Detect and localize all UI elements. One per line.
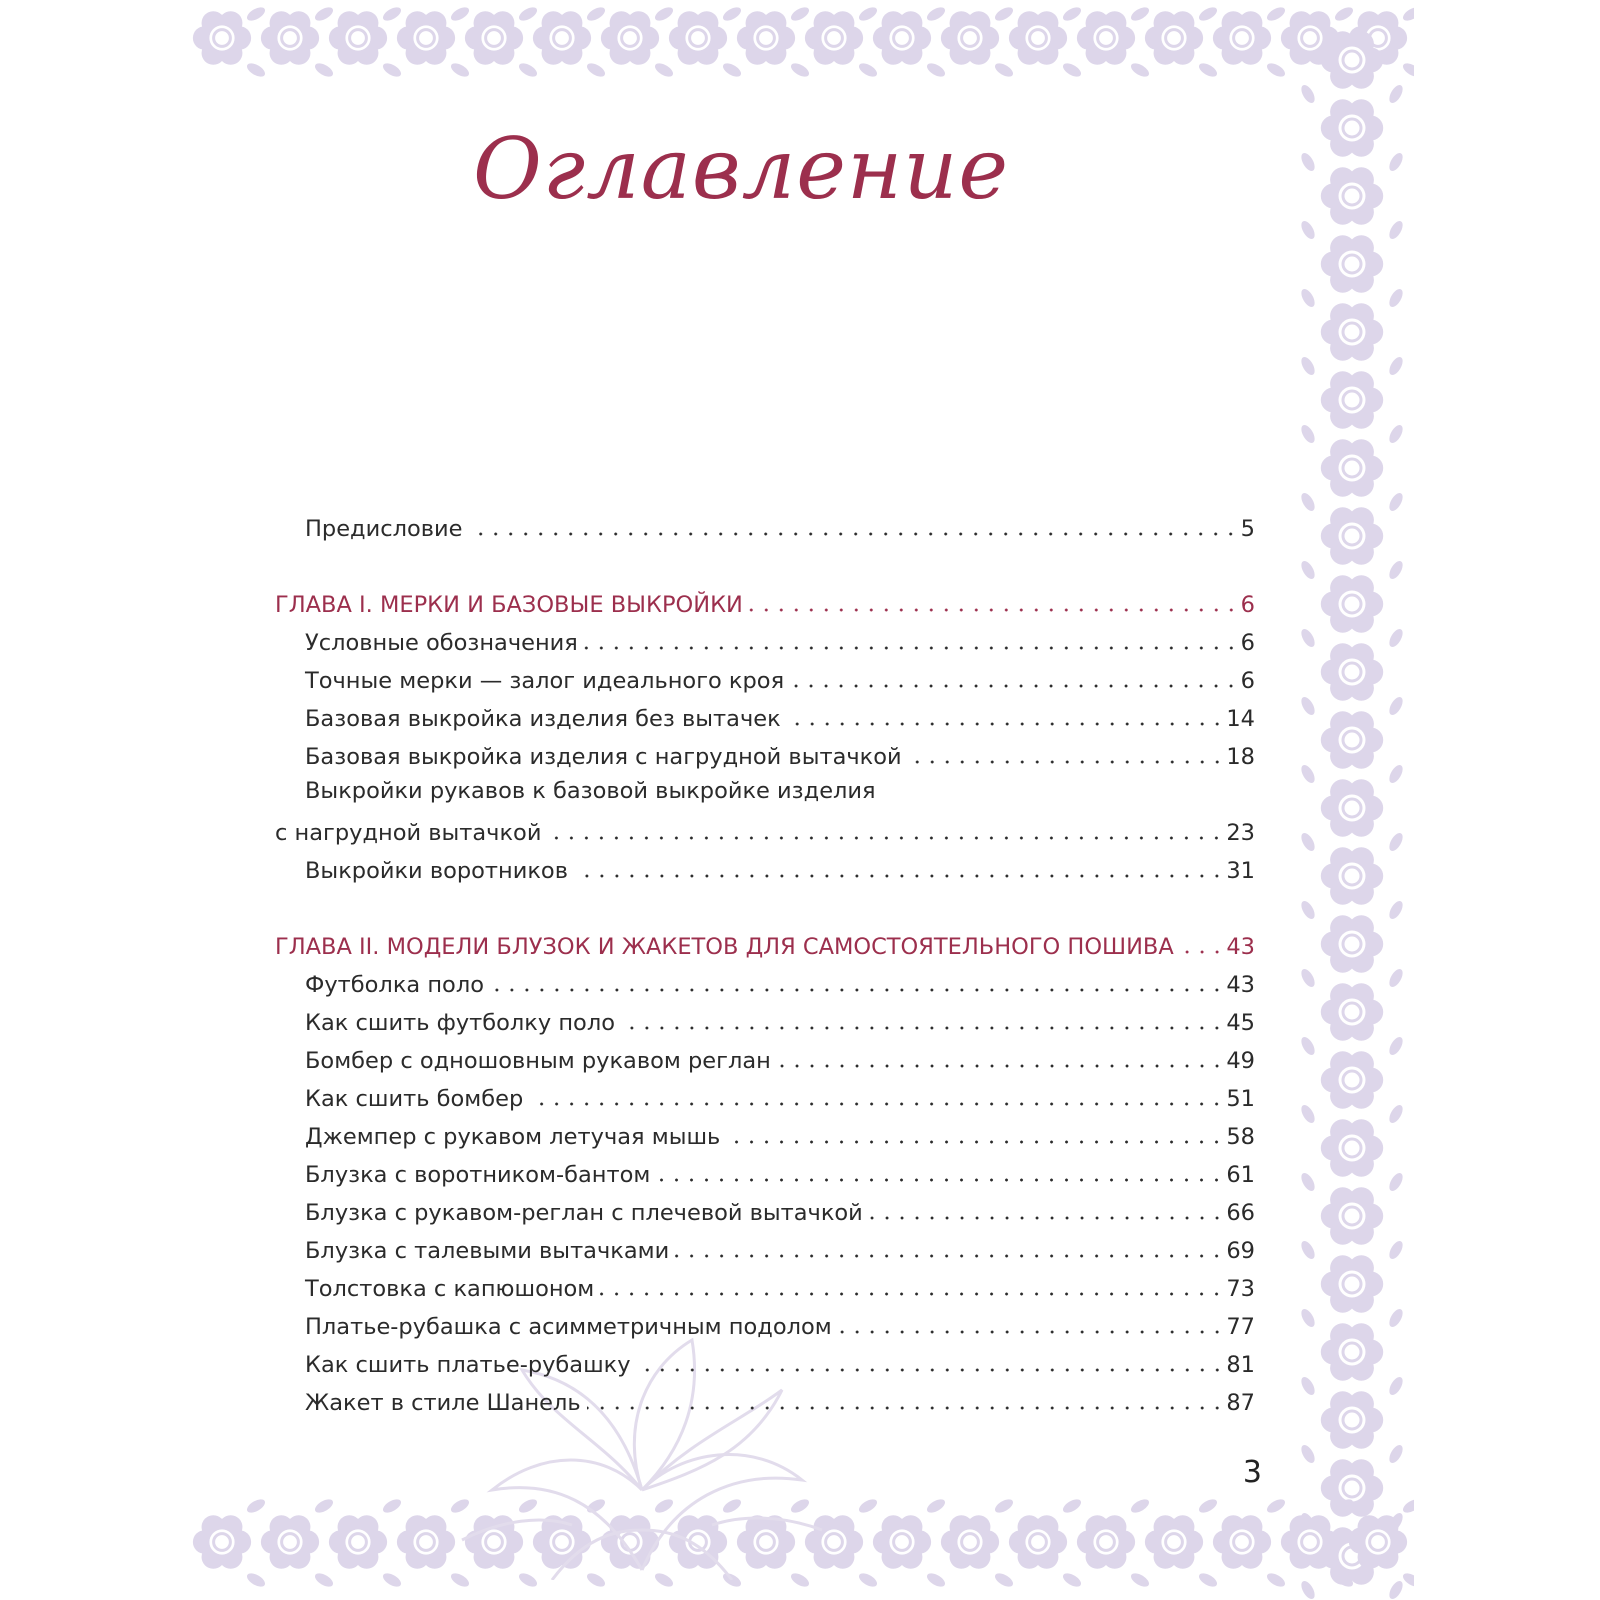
chapter-page: 43: [1226, 934, 1255, 960]
lace-flower-motif: [1145, 1515, 1203, 1569]
toc-entry-page: 18: [1226, 744, 1255, 770]
page-number: 3: [1242, 1455, 1262, 1490]
lace-flower-motif: [1009, 1515, 1067, 1569]
toc-entry: [275, 1080, 1255, 1114]
dot-leader: [787, 704, 1225, 734]
toc-chapter-2: [275, 928, 1255, 962]
lace-border-right: [1290, 0, 1414, 1600]
toc-entry-label: Условные обозначения: [305, 630, 578, 656]
toc-entry: [275, 738, 1255, 772]
lace-flower-motif: [261, 1515, 319, 1569]
chapter-page: 6: [1240, 592, 1255, 618]
toc-entry-page: 61: [1226, 1162, 1255, 1188]
toc-entry-page: 58: [1226, 1124, 1255, 1150]
lace-flower-motif: [1145, 11, 1203, 65]
lace-flower-motif: [1321, 167, 1383, 224]
lace-flower-motif: [1321, 779, 1383, 836]
toc-entry-label: Как сшить бомбер: [305, 1086, 524, 1112]
lace-flower-motif: [261, 11, 319, 65]
toc-entry-page: 6: [1240, 630, 1255, 656]
toc-entry-label: Футболка поло: [305, 972, 484, 998]
lace-flower-motif: [193, 11, 251, 65]
lace-flower-motif: [1321, 1323, 1383, 1380]
toc-entry-label: Блузка с рукавом-реглан с плечевой вытачкой: [305, 1200, 863, 1226]
lace-flower-motif: [1321, 847, 1383, 904]
toc-entry-label: Как сшить платье-рубашку: [305, 1352, 631, 1378]
toc-entry-page: 43: [1226, 972, 1255, 998]
toc-entry-page: 87: [1226, 1390, 1255, 1416]
toc-entry: [275, 624, 1255, 658]
toc-entry: [275, 1270, 1255, 1304]
toc-entry-page: 23: [1226, 820, 1255, 846]
lace-flower-motif: [1213, 11, 1271, 65]
toc-entry-label: Выкройки воротников: [305, 858, 568, 884]
lace-flower-motif: [941, 11, 999, 65]
lace-flower-motif: [397, 11, 455, 65]
lace-flower-motif: [1321, 99, 1383, 156]
dot-leader: [869, 1198, 1225, 1228]
lace-flower-motif: [193, 1515, 251, 1569]
toc-entry-page: 69: [1226, 1238, 1255, 1264]
lace-flower-motif: [1077, 1515, 1135, 1569]
toc-entry-page: 49: [1226, 1048, 1255, 1074]
lace-flower-motif: [1349, 1515, 1407, 1569]
toc-entry-page: 51: [1226, 1086, 1255, 1112]
toc-entry: [275, 662, 1255, 696]
dot-leader: [547, 818, 1224, 848]
lace-flower-motif: [601, 11, 659, 65]
chapter-heading: ГЛАВА II. МОДЕЛИ БЛУЗОК И ЖАКЕТОВ ДЛЯ САМОСТОЯТЕЛЬНОГО ПОШИВА: [275, 934, 1174, 960]
lace-flower-motif: [1213, 1515, 1271, 1569]
lace-flower-motif: [1321, 371, 1383, 428]
dot-leader: [749, 590, 1239, 620]
lace-flower-motif: [1321, 711, 1383, 768]
lace-flower-motif: [941, 1515, 999, 1569]
lace-flower-motif: [1281, 1515, 1339, 1569]
toc-entry-page: 6: [1240, 668, 1255, 694]
toc-entry: [275, 1118, 1255, 1152]
toc-entry-label: Базовая выкройка изделия без вытачек: [305, 706, 781, 732]
toc-entry: [275, 1042, 1255, 1076]
lace-flower-motif: [1321, 983, 1383, 1040]
lace-flower-motif: [533, 11, 591, 65]
lace-flower-motif: [1321, 1051, 1383, 1108]
dot-leader: [908, 742, 1225, 772]
dot-leader: [490, 970, 1224, 1000]
toc-entry: [275, 1346, 1255, 1380]
book-page: [192, 0, 1414, 1600]
lace-flower-motif: [465, 11, 523, 65]
dot-leader: [574, 856, 1224, 886]
toc-entry-page: 5: [1240, 516, 1255, 542]
toc-entry-label: Базовая выкройка изделия с нагрудной вытачкой: [305, 744, 902, 770]
toc-entry-page: 66: [1226, 1200, 1255, 1226]
lace-flower-motif: [1321, 915, 1383, 972]
dot-leader: [777, 1046, 1225, 1076]
lace-flower-motif: [1321, 439, 1383, 496]
toc-entry: [275, 1194, 1255, 1228]
toc-entry-page: 45: [1226, 1010, 1255, 1036]
dot-leader: [726, 1122, 1224, 1152]
toc-entry: [275, 852, 1255, 886]
lace-flower-motif: [1321, 31, 1383, 88]
lace-flower-motif: [1321, 575, 1383, 632]
toc-entry: [275, 1004, 1255, 1038]
toc-entry-label: Точные мерки — залог идеального кроя: [305, 668, 785, 694]
toc-chapter-1: [275, 586, 1255, 620]
dot-leader: [1180, 932, 1225, 962]
toc-entry-label: Как сшить футболку поло: [305, 1010, 615, 1036]
toc-entry: [275, 700, 1255, 734]
lace-flower-motif: [1321, 303, 1383, 360]
toc-entry-page: 14: [1226, 706, 1255, 732]
toc-entry-label: Жакет в стиле Шанель: [305, 1390, 581, 1416]
lace-flower-motif: [1321, 1187, 1383, 1244]
toc-entry-preface: [275, 510, 1255, 544]
toc-entry: [275, 966, 1255, 1000]
toc-entry-page: 73: [1226, 1276, 1255, 1302]
lace-flower-motif: [737, 11, 795, 65]
toc-entry-label-line1: Выкройки рукавов к базовой выкройке изделия: [305, 778, 876, 804]
lace-flower-motif: [1321, 643, 1383, 700]
toc-entry-page: 31: [1226, 858, 1255, 884]
lace-flower-motif: [329, 11, 387, 65]
dot-leader: [656, 1160, 1224, 1190]
lace-flower-motif: [1321, 1255, 1383, 1312]
lace-flower-motif: [1077, 11, 1135, 65]
lace-flower-motif: [669, 11, 727, 65]
toc-entry: [275, 1384, 1255, 1418]
lace-flower-motif: [1321, 1391, 1383, 1448]
toc-entry-label: Блузка с талевыми вытачками: [305, 1238, 670, 1264]
lace-flower-motif: [1009, 11, 1067, 65]
toc-entry-label: с нагрудной вытачкой: [275, 820, 542, 846]
lace-flower-motif: [1321, 507, 1383, 564]
dot-leader: [790, 666, 1239, 696]
toc-entry-label: Бомбер с одношовным рукавом реглан: [305, 1048, 771, 1074]
chapter-heading: ГЛАВА I. МЕРКИ И БАЗОВЫЕ ВЫКРОЙКИ: [275, 592, 743, 618]
toc-entry: [275, 1232, 1255, 1266]
dot-leader: [838, 1312, 1225, 1342]
dot-leader: [587, 1388, 1225, 1418]
toc-entry: [275, 1156, 1255, 1190]
toc-entry-page: 81: [1226, 1352, 1255, 1378]
toc-entry: [275, 1308, 1255, 1342]
toc-entry-label: Джемпер с рукавом летучая мышь: [305, 1124, 721, 1150]
lace-flower-motif: [873, 11, 931, 65]
toc-entry-page: 77: [1226, 1314, 1255, 1340]
dot-leader: [468, 514, 1238, 544]
dot-leader: [675, 1236, 1224, 1266]
lace-flower-motif: [1321, 235, 1383, 292]
lace-flower-motif: [329, 1515, 387, 1569]
toc-entry-label: Предисловие: [305, 516, 463, 542]
toc-entry-label: Блузка с воротником-бантом: [305, 1162, 651, 1188]
dot-leader: [529, 1084, 1224, 1114]
dot-leader: [637, 1350, 1225, 1380]
lace-border-top: [192, 0, 1414, 96]
toc-entry: [275, 814, 1255, 848]
toc-entry-label: Толстовка с капюшоном: [305, 1276, 595, 1302]
toc-entry-label: Платье-рубашка с асимметричным подолом: [305, 1314, 832, 1340]
dot-leader: [621, 1008, 1224, 1038]
lace-flower-motif: [805, 11, 863, 65]
dot-leader: [600, 1274, 1224, 1304]
page-title: Оглавление: [472, 120, 1010, 218]
dot-leader: [584, 628, 1239, 658]
lace-flower-motif: [1321, 1119, 1383, 1176]
